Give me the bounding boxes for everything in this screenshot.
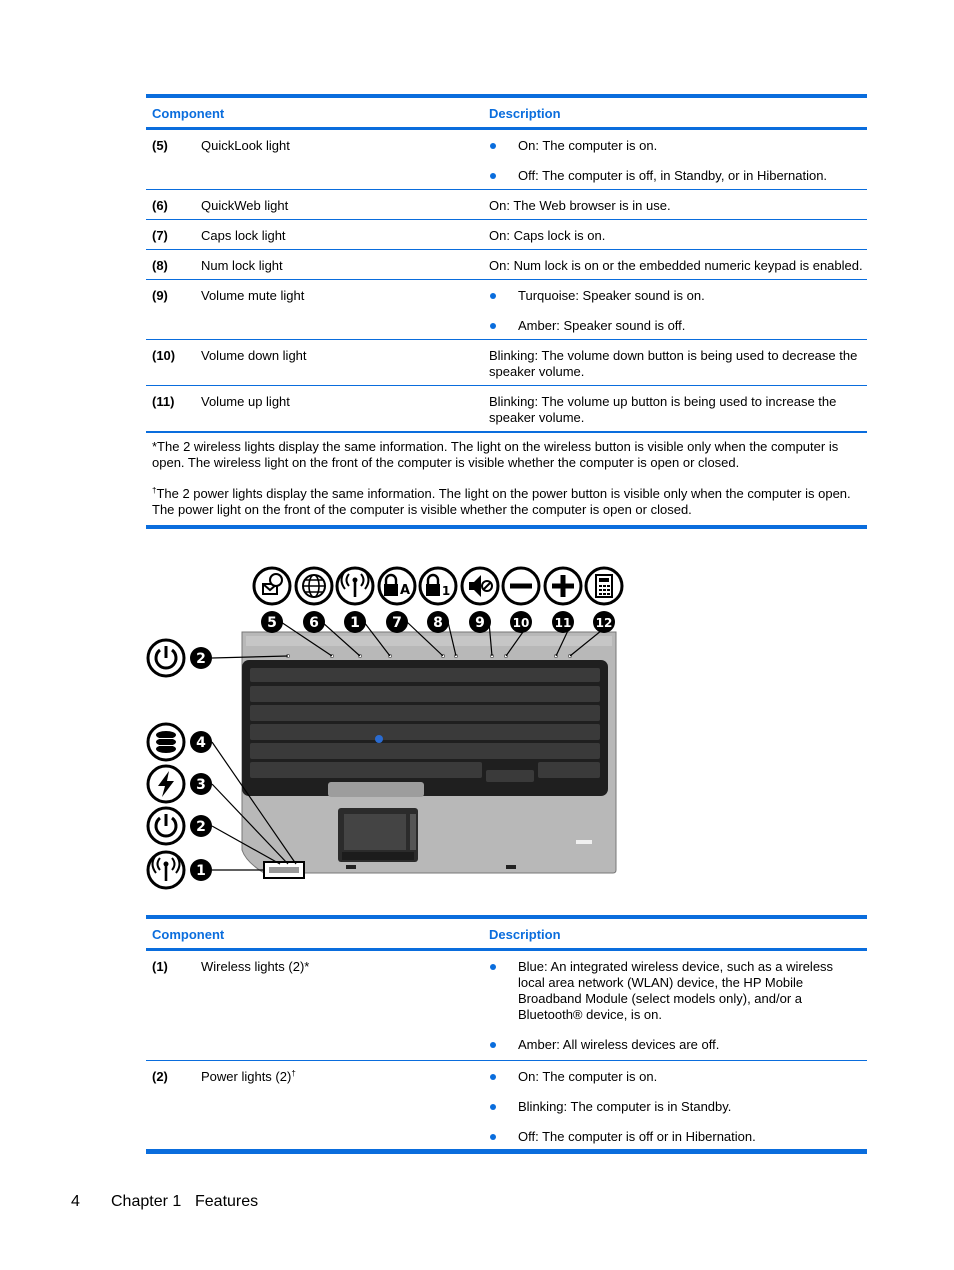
page-number: 4	[71, 1193, 80, 1210]
svg-text:12: 12	[595, 616, 613, 630]
table-footnotes	[146, 432, 867, 525]
description: On: Num lock is on or the embedded numeric keypad is enabled.	[489, 258, 863, 273]
component-name: QuickLook light	[201, 138, 290, 153]
svg-text:10: 10	[512, 616, 530, 630]
row-number: (10)	[152, 348, 176, 363]
volume-up-icon	[545, 568, 581, 604]
component-name	[201, 959, 309, 975]
table-row	[146, 386, 867, 432]
svg-text:4: 4	[196, 735, 206, 751]
table-row	[146, 1061, 867, 1150]
description: On: The Web browser is in use.	[489, 198, 671, 213]
bullet-item: Off: The computer is off or in Hibernation.	[489, 1129, 863, 1145]
description-header: Description	[489, 927, 561, 942]
volume-down-icon	[503, 568, 539, 604]
row-number: (7)	[152, 228, 168, 243]
component-header: Component	[152, 106, 225, 121]
table-row	[146, 250, 867, 280]
table-row	[146, 280, 867, 340]
bullet-item: On: The computer is on.	[489, 1069, 863, 1085]
svg-text:9: 9	[475, 615, 485, 631]
caps-lock-icon	[379, 568, 415, 604]
svg-text:8: 8	[433, 615, 443, 631]
footnote-wireless: *The 2 wireless lights display the same information. The light on the wireless button is visible only when the computer is open. The wireless light on the front of the computer is visible whether the computer is open or closed.	[152, 439, 839, 470]
callout-number	[593, 611, 615, 633]
component-name: Volume up light	[201, 394, 290, 409]
bullet-item: Amber: Speaker sound is off.	[489, 318, 863, 334]
callout-number	[386, 611, 408, 633]
asterisk-mark: *	[304, 959, 310, 974]
chapter-label: Chapter 1	[111, 1193, 182, 1210]
row-number: (2)	[152, 1069, 168, 1084]
table-header	[146, 98, 867, 130]
svg-text:2: 2	[196, 819, 206, 835]
description: Blinking: The volume up button is being used to increase the speaker volume.	[489, 394, 837, 425]
footnote-power	[152, 486, 861, 518]
callout-number	[303, 611, 325, 633]
calculator-icon	[586, 568, 622, 604]
svg-text:3: 3	[196, 777, 206, 793]
components-table-1	[146, 94, 867, 529]
svg-text:1: 1	[350, 615, 360, 631]
table-row	[146, 951, 867, 1061]
description: Blinking: The volume down button is being used to decrease the speaker volume.	[489, 348, 858, 379]
component-name: Caps lock light	[201, 228, 286, 243]
component-name: Volume mute light	[201, 288, 305, 303]
dagger-mark: †	[291, 1069, 296, 1078]
bullet-item: Blue: An integrated wireless device, such as a wireless local area network (WLAN) device, the HP Mobile Broadband Module (select models only), and/or a Bluetooth® device, is on.	[489, 959, 863, 1023]
svg-text:1: 1	[196, 863, 206, 879]
bullet-item: Blinking: The computer is in Standby.	[489, 1099, 863, 1115]
callout-number	[510, 611, 532, 633]
laptop-lights-figure	[146, 562, 628, 892]
row-number: (9)	[152, 288, 168, 303]
power-icon	[148, 640, 184, 676]
drive-icon	[148, 724, 184, 760]
bullet-item: Turquoise: Speaker sound is on.	[489, 288, 863, 304]
components-table-2	[146, 915, 867, 1154]
component-name: QuickWeb light	[201, 198, 289, 213]
description	[489, 288, 863, 334]
bullet-item: On: The computer is on.	[489, 138, 863, 154]
svg-text:5: 5	[267, 615, 277, 631]
description: On: Caps lock is on.	[489, 228, 606, 243]
power-icon	[148, 808, 184, 844]
table-row	[146, 190, 867, 220]
svg-text:11: 11	[554, 616, 572, 630]
callout-number	[190, 731, 212, 753]
component-name: Num lock light	[201, 258, 283, 273]
bullet-item: Amber: All wireless devices are off.	[489, 1037, 863, 1053]
battery-icon	[148, 766, 184, 802]
component-header: Component	[152, 927, 225, 942]
svg-text:A: A	[399, 583, 411, 598]
component-name-text: Power lights (2)	[201, 1069, 292, 1084]
bullet-item: Off: The computer is off, in Standby, or in Hibernation.	[489, 168, 863, 184]
description	[489, 1069, 863, 1145]
table-row	[146, 130, 867, 190]
callout-number	[190, 815, 212, 837]
row-number: (8)	[152, 258, 168, 273]
component-name	[201, 1069, 296, 1085]
svg-text:2: 2	[196, 651, 206, 667]
table-bottom-rule	[146, 1150, 867, 1154]
wireless-icon	[148, 852, 184, 888]
table-row	[146, 340, 867, 386]
callout-number	[190, 859, 212, 881]
callout-number	[469, 611, 491, 633]
row-number: (11)	[152, 394, 175, 409]
num-lock-icon	[420, 568, 456, 604]
row-number: (5)	[152, 138, 168, 153]
table-row	[146, 220, 867, 250]
component-name: Volume down light	[201, 348, 307, 363]
callout-number	[190, 773, 212, 795]
table-bottom-rule	[146, 525, 867, 529]
svg-text:7: 7	[392, 615, 402, 631]
laptop-illustration	[146, 562, 628, 892]
wireless-icon	[337, 568, 373, 604]
row-number: (6)	[152, 198, 168, 213]
callout-number	[261, 611, 283, 633]
footnote-power-text: The 2 power lights display the same information. The light on the power button is visible only when the computer is open. The power light on the front of the computer is visible whether the computer is open or closed.	[152, 486, 851, 517]
row-number: (1)	[152, 959, 168, 974]
description	[489, 959, 863, 1053]
callout-number	[552, 611, 574, 633]
callout-number	[190, 647, 212, 669]
callout-number	[344, 611, 366, 633]
quicklook-icon	[254, 568, 290, 604]
quickweb-icon	[296, 568, 332, 604]
dagger-mark: †	[152, 486, 157, 495]
section-title: Features	[195, 1193, 259, 1210]
description	[489, 138, 863, 184]
callout-number	[427, 611, 449, 633]
svg-text:6: 6	[309, 615, 319, 631]
component-name-text: Wireless lights (2)	[201, 959, 305, 974]
description-header: Description	[489, 106, 561, 121]
table-header	[146, 919, 867, 951]
svg-text:1: 1	[441, 584, 451, 598]
mute-icon	[462, 568, 498, 604]
